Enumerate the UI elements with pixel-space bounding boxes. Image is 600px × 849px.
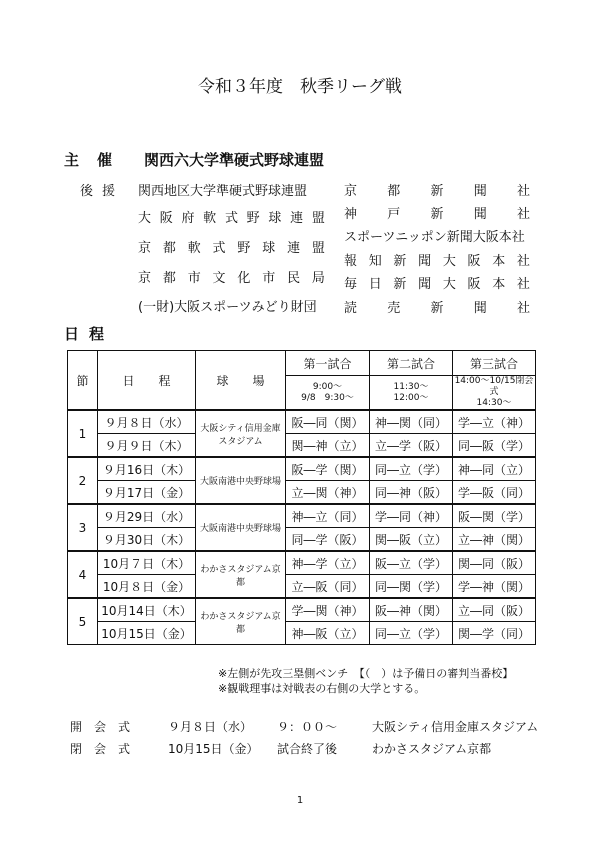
- time-game2: [370, 376, 453, 411]
- venue-cell: わかさスタジアム京都: [196, 551, 286, 598]
- game-cell: 関―神（立）: [286, 434, 370, 458]
- opening-label: 開 会 式: [70, 720, 131, 734]
- closing-time: 試合終了後: [277, 742, 338, 756]
- closing-place: わかさスタジアム京都: [372, 742, 492, 756]
- sponsor-right-3: 報 知 新 聞 大 阪 本 社: [344, 254, 530, 269]
- game-cell: 関―阪（立）: [370, 528, 453, 552]
- table-row: [68, 528, 536, 552]
- host-name: 関西六大学準硬式野球連盟: [144, 151, 325, 169]
- time-game3-line2: 14:30～: [476, 398, 512, 408]
- table-row: [68, 551, 536, 575]
- sponsor-right-4: 毎 日 新 聞 大 阪 本 社: [344, 277, 530, 292]
- game-cell: 関―学（同）: [453, 622, 536, 645]
- note-line-1: ※左側が先攻三塁側ベンチ 【（ ）は予備日の審判当番校】: [218, 667, 514, 680]
- game-cell: 学―神（関）: [453, 575, 536, 599]
- time-game1-line2: 9/8 9:30～: [301, 392, 354, 403]
- round-number: 5: [68, 598, 98, 645]
- game-cell: 立―関（神）: [286, 481, 370, 505]
- sponsor-label: 後援: [80, 184, 125, 199]
- game-cell: 立―神（関）: [453, 528, 536, 552]
- round-number: 4: [68, 551, 98, 598]
- host-label: 主催: [64, 151, 131, 169]
- sponsor-right-0: 京 都 新 聞 社: [344, 184, 530, 199]
- time-game1: [286, 376, 370, 411]
- date-cell: ９月９日（木）: [98, 434, 196, 458]
- game-cell: 阪―同（関）: [286, 410, 370, 434]
- game-cell: 阪―学（関）: [286, 457, 370, 481]
- header-game2: 第二試合: [370, 351, 453, 376]
- date-cell: 10月８日（金）: [98, 575, 196, 599]
- game-cell: 学―関（神）: [286, 598, 370, 622]
- game-cell: 学―立（神）: [453, 410, 536, 434]
- time-game3-line1: 14:00～10/15閉会式: [454, 376, 534, 397]
- page-title: 令和３年度 秋季リーグ戦: [198, 77, 402, 97]
- game-cell: 関―同（阪）: [453, 551, 536, 575]
- table-row: [68, 598, 536, 622]
- header-row: [68, 351, 536, 376]
- table-row: [68, 481, 536, 505]
- game-cell: 神―関（同）: [370, 410, 453, 434]
- game-cell: 神―立（同）: [286, 504, 370, 528]
- opening-place: 大阪シティ信用金庫スタジアム: [372, 720, 539, 734]
- table-row: [68, 622, 536, 645]
- game-cell: 神―同（立）: [453, 457, 536, 481]
- sponsor-left-3: 京 都 市 文 化 市 民 局: [138, 271, 325, 286]
- game-cell: 立―学（阪）: [370, 434, 453, 458]
- date-cell: ９月30日（木）: [98, 528, 196, 552]
- table-row: [68, 457, 536, 481]
- opening-time: ９：００～: [277, 720, 338, 734]
- closing-label: 閉 会 式: [70, 742, 131, 756]
- table-row: [68, 410, 536, 434]
- time-game3: [453, 376, 536, 411]
- round-number: 2: [68, 457, 98, 504]
- date-cell: ９月８日（水）: [98, 410, 196, 434]
- header-date: 日 程: [98, 351, 196, 411]
- round-number: 1: [68, 410, 98, 457]
- game-cell: 同―立（学）: [370, 457, 453, 481]
- header-venue: 球 場: [196, 351, 286, 411]
- sponsor-left-0: 関西地区大学準硬式野球連盟: [138, 184, 308, 199]
- round-number: 3: [68, 504, 98, 551]
- table-row: [68, 504, 536, 528]
- schedule-label: 日程: [64, 325, 115, 343]
- game-cell: 同―神（阪）: [370, 481, 453, 505]
- date-cell: ９月29日（水）: [98, 504, 196, 528]
- game-cell: 神―学（立）: [286, 551, 370, 575]
- game-cell: 同―立（学）: [370, 622, 453, 645]
- game-cell: 阪―立（学）: [370, 551, 453, 575]
- venue-cell: 大阪シティ信用金庫スタジアム: [196, 410, 286, 457]
- game-cell: 立―同（阪）: [453, 598, 536, 622]
- table-row: [68, 434, 536, 458]
- date-cell: ９月17日（金）: [98, 481, 196, 505]
- game-cell: 同―関（学）: [370, 575, 453, 599]
- schedule-table: [67, 350, 536, 645]
- venue-cell: わかさスタジアム京都: [196, 598, 286, 645]
- header-round: 節: [68, 351, 98, 411]
- sponsor-right-1: 神 戸 新 聞 社: [344, 207, 530, 222]
- game-cell: 神―阪（立）: [286, 622, 370, 645]
- closing-date: 10月15日（金）: [168, 742, 259, 756]
- table-row: [68, 575, 536, 599]
- sponsor-right-2: スポーツニッポン新聞大阪本社: [344, 230, 525, 245]
- note-line-2: ※観戦理事は対戦表の右側の大学とする。: [218, 682, 426, 695]
- date-cell: 10月７日（木）: [98, 551, 196, 575]
- game-cell: 学―同（神）: [370, 504, 453, 528]
- sponsor-right-5: 読 売 新 聞 社: [344, 301, 530, 316]
- page-number: 1: [296, 795, 304, 806]
- time-game2-line1: 11:30～: [393, 381, 429, 392]
- game-cell: 学―阪（同）: [453, 481, 536, 505]
- sponsor-left-4: (一財)大阪スポーツみどり財団: [138, 300, 317, 315]
- date-cell: ９月16日（木）: [98, 457, 196, 481]
- header-game3: 第三試合: [453, 351, 536, 376]
- header-game1: 第一試合: [286, 351, 370, 376]
- time-game1-line1: 9:00～: [312, 381, 343, 392]
- game-cell: 同―学（阪）: [286, 528, 370, 552]
- venue-cell: 大阪南港中央野球場: [196, 457, 286, 504]
- time-game2-line2: 12:00～: [393, 392, 429, 403]
- sponsor-left-2: 京 都 軟 式 野 球 連 盟: [138, 241, 325, 256]
- date-cell: 10月14日（木）: [98, 598, 196, 622]
- opening-date: ９月８日（水）: [168, 720, 253, 734]
- game-cell: 立―阪（同）: [286, 575, 370, 599]
- venue-cell: 大阪南港中央野球場: [196, 504, 286, 551]
- sponsor-left-1: 大 阪 府 軟 式 野 球 連 盟: [138, 211, 325, 226]
- game-cell: 同―阪（学）: [453, 434, 536, 458]
- date-cell: 10月15日（金）: [98, 622, 196, 645]
- game-cell: 阪―神（関）: [370, 598, 453, 622]
- game-cell: 阪―関（学）: [453, 504, 536, 528]
